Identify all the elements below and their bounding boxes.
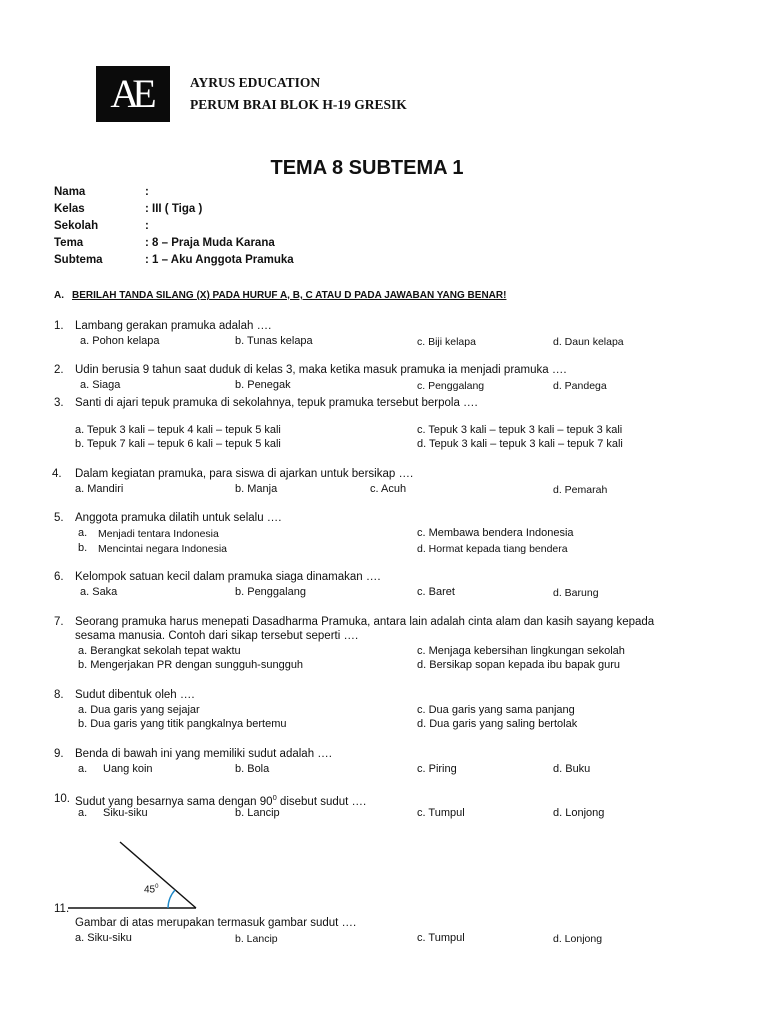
option-c[interactable]: c. Tepuk 3 kali – tepuk 3 kali – tepuk 3 kali bbox=[417, 424, 623, 436]
field-label-tema: Tema bbox=[54, 237, 84, 249]
option-b[interactable]: b. Bola bbox=[235, 763, 270, 775]
field-value-kelas: : III ( Tiga ) bbox=[145, 203, 203, 215]
option-d[interactable]: d. Pandega bbox=[553, 380, 607, 392]
option-a[interactable]: Siku-siku bbox=[103, 807, 148, 819]
logo: AE bbox=[96, 66, 170, 122]
field-value-sekolah: : bbox=[145, 220, 149, 232]
question-number: 8. bbox=[54, 689, 64, 701]
option-d[interactable]: d. Bersikap sopan kepada ibu bapak guru bbox=[417, 659, 621, 671]
question-number: 7. bbox=[54, 616, 64, 628]
option-c[interactable]: c. Menjaga kebersihan lingkungan sekolah bbox=[417, 645, 625, 657]
option-a[interactable]: a. Pohon kelapa bbox=[80, 335, 160, 347]
option-a-letter[interactable]: a. bbox=[78, 527, 88, 539]
field-value-subtema: : 1 – Aku Anggota Pramuka bbox=[145, 254, 294, 266]
org-address: PERUM BRAI BLOK H-19 GRESIK bbox=[190, 97, 407, 112]
option-a-letter[interactable]: a. bbox=[78, 807, 88, 819]
option-c[interactable]: c. Tumpul bbox=[417, 807, 465, 819]
question-number: 11. bbox=[54, 903, 70, 915]
option-c[interactable]: c. Dua garis yang sama panjang bbox=[417, 704, 575, 716]
option-b[interactable]: b. Mengerjakan PR dengan sungguh-sungguh bbox=[78, 659, 304, 671]
question-text: Santi di ajari tepuk pramuka di sekolahnya, tepuk pramuka tersebut berpola …. bbox=[75, 397, 478, 409]
option-a[interactable]: a. Mandiri bbox=[75, 483, 124, 495]
question-number: 3. bbox=[54, 397, 64, 409]
field-label-subtema: Subtema bbox=[54, 254, 103, 266]
field-label-sekolah: Sekolah bbox=[54, 220, 99, 232]
option-b[interactable]: b. Dua garis yang titik pangkalnya bertemu bbox=[78, 718, 287, 730]
option-b[interactable]: b. Manja bbox=[235, 483, 278, 495]
page-title: TEMA 8 SUBTEMA 1 bbox=[270, 157, 464, 179]
option-b[interactable]: b. Lancip bbox=[235, 807, 280, 819]
option-a[interactable]: a. Dua garis yang sejajar bbox=[78, 704, 200, 716]
option-b[interactable]: Mencintai negara Indonesia bbox=[98, 543, 228, 555]
option-a[interactable]: a. Berangkat sekolah tepat waktu bbox=[78, 645, 241, 657]
option-d[interactable]: d. Buku bbox=[553, 763, 591, 775]
field-value-tema: : 8 – Praja Muda Karana bbox=[145, 237, 275, 249]
option-d[interactable]: d. Lonjong bbox=[553, 807, 605, 819]
angle-ray-upper bbox=[120, 842, 196, 908]
question-text: Gambar di atas merupakan termasuk gambar sudut …. bbox=[75, 917, 357, 929]
option-d[interactable]: d. Hormat kepada tiang bendera bbox=[417, 543, 568, 555]
question-text: Kelompok satuan kecil dalam pramuka siaga dinamakan …. bbox=[75, 571, 381, 583]
section-letter: A. bbox=[54, 290, 64, 301]
option-c[interactable]: c. Penggalang bbox=[417, 380, 485, 392]
question-text: Sudut dibentuk oleh …. bbox=[75, 689, 195, 701]
question-number: 6. bbox=[54, 571, 64, 583]
question-text: Dalam kegiatan pramuka, para siswa di ajarkan untuk bersikap …. bbox=[75, 468, 414, 480]
org-name: AYRUS EDUCATION bbox=[190, 75, 321, 90]
question-text: Sudut yang besarnya sama dengan $90^0$ disebut sudut …. bbox=[75, 793, 367, 808]
option-b[interactable]: b. Tunas kelapa bbox=[235, 335, 313, 347]
option-a[interactable]: a. Tepuk 3 kali – tepuk 4 kali – tepuk 5 kali bbox=[75, 424, 281, 436]
option-c[interactable]: c. Biji kelapa bbox=[417, 336, 476, 348]
question-text-continued: sesama manusia. Contoh dari sikap tersebut seperti …. bbox=[75, 630, 359, 642]
option-c[interactable]: c. Piring bbox=[417, 763, 457, 775]
option-d[interactable]: d. Dua garis yang saling bertolak bbox=[417, 718, 578, 730]
option-c[interactable]: c. Acuh bbox=[370, 483, 407, 495]
question-text: Seorang pramuka harus menepati Dasadharma Pramuka, antara lain adalah cinta alam dan kasih sayang kepada bbox=[75, 616, 655, 628]
angle-label: $45^0$ bbox=[144, 884, 159, 896]
option-c[interactable]: c. Baret bbox=[417, 586, 455, 598]
option-b[interactable]: b. Penggalang bbox=[235, 586, 306, 598]
question-number: 4. bbox=[52, 468, 62, 480]
angle-arc bbox=[168, 890, 175, 908]
option-d[interactable]: d. Lonjong bbox=[553, 933, 603, 945]
question-text: Udin berusia 9 tahun saat duduk di kelas 3, maka ketika masuk pramuka ia menjadi pramuka …. bbox=[75, 364, 567, 376]
question-number: 10. bbox=[54, 793, 70, 805]
field-value-nama: : bbox=[145, 186, 149, 198]
option-b[interactable]: b. Tepuk 7 kali – tepuk 6 kali – tepuk 5 kali bbox=[75, 438, 281, 450]
option-a[interactable]: Menjadi tentara Indonesia bbox=[98, 528, 219, 540]
field-label-nama: Nama bbox=[54, 186, 86, 198]
option-b[interactable]: b. Penegak bbox=[235, 379, 291, 391]
option-d[interactable]: d. Pemarah bbox=[553, 484, 608, 496]
option-c[interactable]: c. Membawa bendera Indonesia bbox=[417, 527, 574, 539]
option-a[interactable]: a. Siaga bbox=[80, 379, 121, 391]
question-number: 1. bbox=[54, 320, 64, 332]
question-number: 2. bbox=[54, 364, 64, 376]
option-d[interactable]: d. Tepuk 3 kali – tepuk 3 kali – tepuk 7 kali bbox=[417, 438, 623, 450]
option-a[interactable]: Uang koin bbox=[103, 763, 153, 775]
field-label-kelas: Kelas bbox=[54, 203, 85, 215]
option-a[interactable]: a. Saka bbox=[80, 586, 118, 598]
question-number: 9. bbox=[54, 748, 64, 760]
question-text: Benda di bawah ini yang memiliki sudut adalah …. bbox=[75, 748, 332, 760]
question-number: 5. bbox=[54, 512, 64, 524]
option-d[interactable]: d. Barung bbox=[553, 587, 599, 599]
option-c[interactable]: c. Tumpul bbox=[417, 932, 465, 944]
option-b[interactable]: b. Lancip bbox=[235, 933, 278, 945]
question-text: Anggota pramuka dilatih untuk selalu …. bbox=[75, 512, 282, 524]
option-b-letter[interactable]: b. bbox=[78, 542, 88, 554]
option-a-letter[interactable]: a. bbox=[78, 763, 88, 775]
question-text: Lambang gerakan pramuka adalah …. bbox=[75, 320, 272, 332]
option-a[interactable]: a. Siku-siku bbox=[75, 932, 132, 944]
section-instruction: BERILAH TANDA SILANG (X) PADA HURUF A, B, C ATAU D PADA JAWABAN YANG BENAR! bbox=[72, 290, 507, 301]
option-d[interactable]: d. Daun kelapa bbox=[553, 336, 624, 348]
